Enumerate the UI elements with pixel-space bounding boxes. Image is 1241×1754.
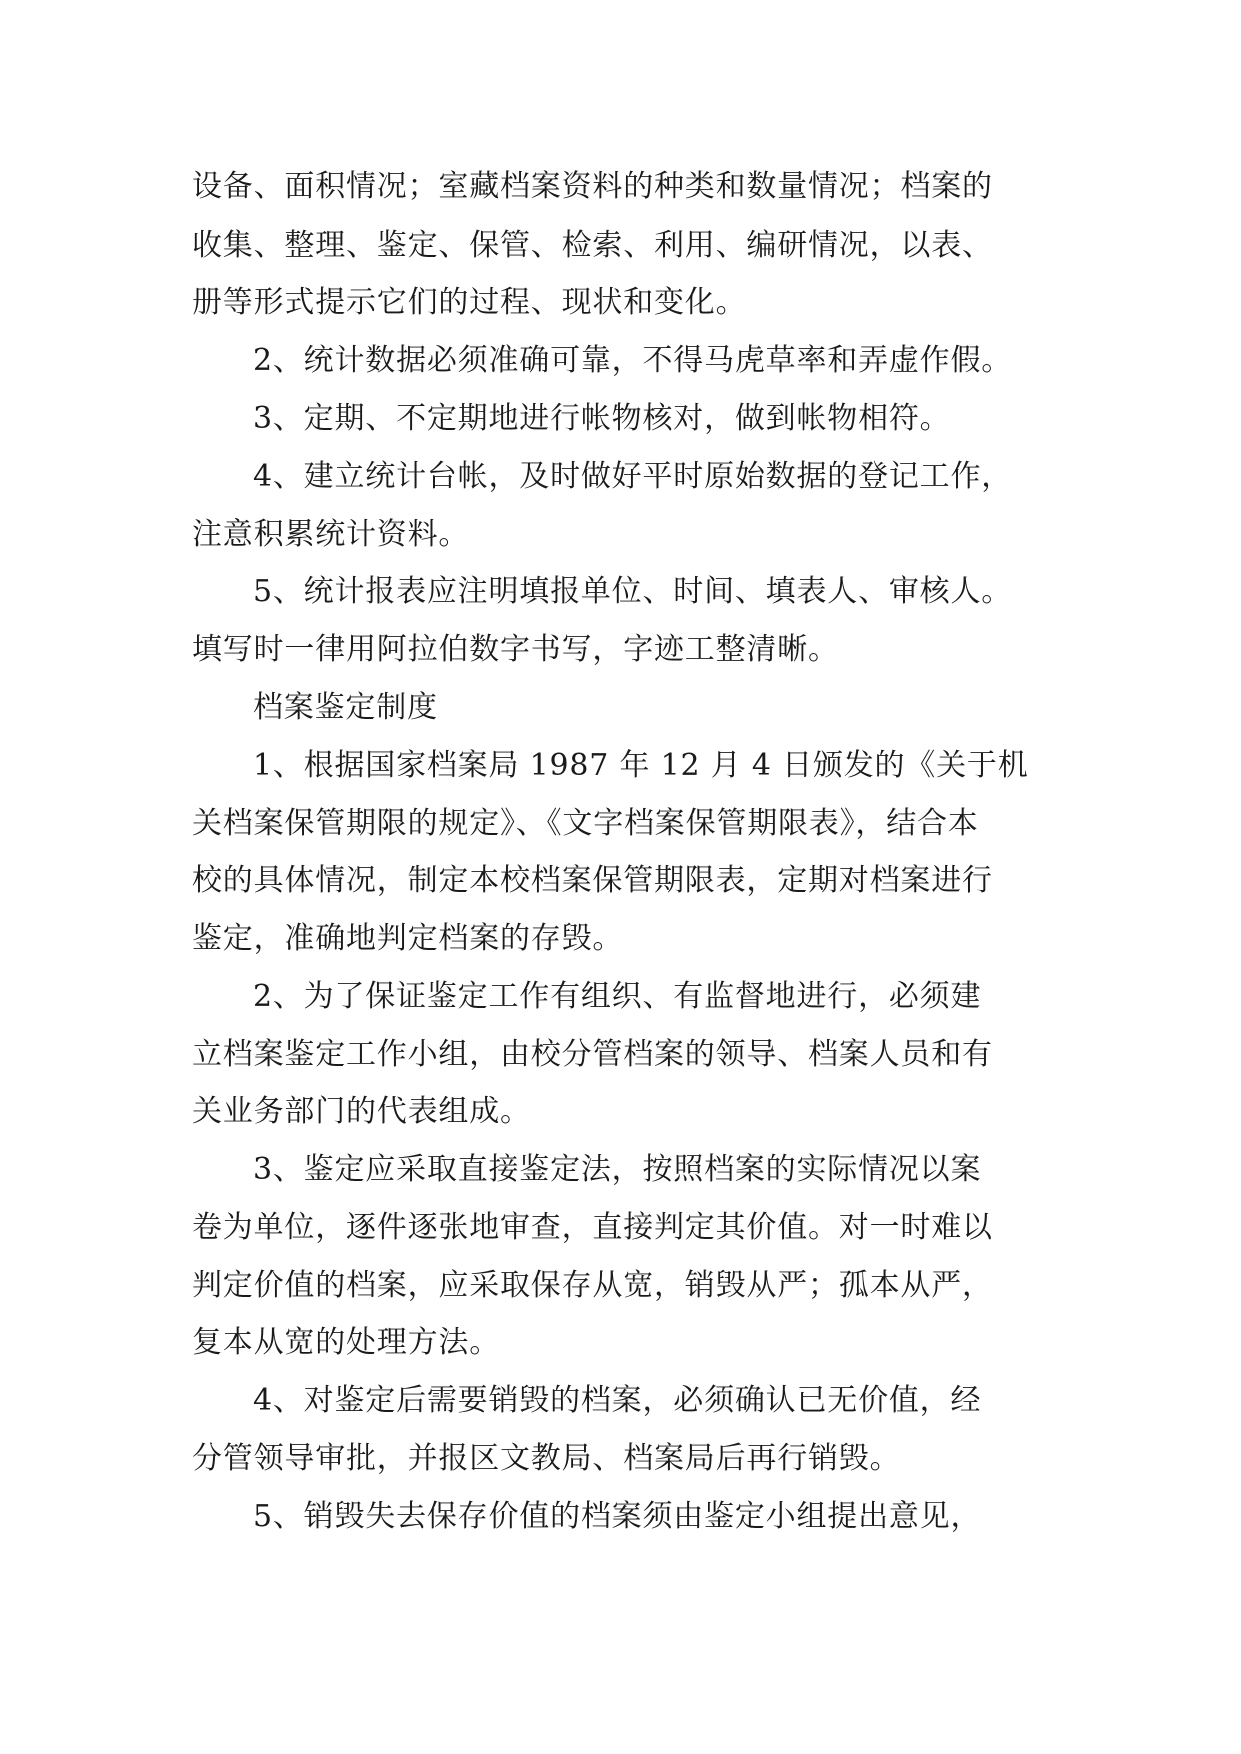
text-line: 4、建立统计台帐，及时做好平时原始数据的登记工作，	[253, 459, 1013, 494]
text-line: 5、销毁失去保存价值的档案须由鉴定小组提出意见，	[253, 1499, 982, 1534]
text-line: 复本从宽的处理方法。	[192, 1325, 500, 1360]
text-line: 注意积累统计资料。	[192, 517, 470, 552]
text-line: 3、定期、不定期地进行帐物核对，做到帐物相符。	[253, 401, 951, 436]
text-line: 立档案鉴定工作小组，由校分管档案的领导、档案人员和有	[192, 1037, 993, 1072]
text-line: 5、统计报表应注明填报单位、时间、填表人、审核人。	[253, 574, 1013, 609]
text-line: 3、鉴定应采取直接鉴定法，按照档案的实际情况以案	[253, 1152, 982, 1187]
text-line: 1、根据国家档案局 1987 年 12 月 4 日颁发的《关于机	[253, 748, 1029, 783]
text-line: 分管领导审批，并报区文教局、档案局后再行销毁。	[192, 1441, 901, 1476]
text-line: 2、统计数据必须准确可靠，不得马虎草率和弄虚作假。	[253, 343, 1013, 378]
text-line: 卷为单位，逐件逐张地审查，直接判定其价值。对一时难以	[192, 1210, 993, 1245]
text-line: 收集、整理、鉴定、保管、检索、利用、编研情况，以表、	[192, 228, 993, 263]
text-line: 4、对鉴定后需要销毁的档案，必须确认已无价值，经	[253, 1383, 982, 1418]
text-line: 设备、面积情况；室藏档案资料的种类和数量情况；档案的	[192, 169, 993, 204]
text-line: 填写时一律用阿拉伯数字书写，字迹工整清晰。	[192, 632, 839, 667]
text-line: 册等形式提示它们的过程、现状和变化。	[192, 285, 747, 320]
text-line: 判定价值的档案，应采取保存从宽，销毁从严；孤本从严，	[192, 1268, 993, 1303]
text-line: 2、为了保证鉴定工作有组织、有监督地进行，必须建	[253, 979, 982, 1014]
text-line: 关业务部门的代表组成。	[192, 1094, 531, 1129]
section-heading: 档案鉴定制度	[253, 690, 438, 725]
text-line: 关档案保管期限的规定》、《文字档案保管期限表》，结合本	[192, 806, 979, 841]
text-line: 校的具体情况，制定本校档案保管期限表，定期对档案进行	[192, 863, 993, 898]
text-line: 鉴定，准确地判定档案的存毁。	[192, 921, 624, 956]
